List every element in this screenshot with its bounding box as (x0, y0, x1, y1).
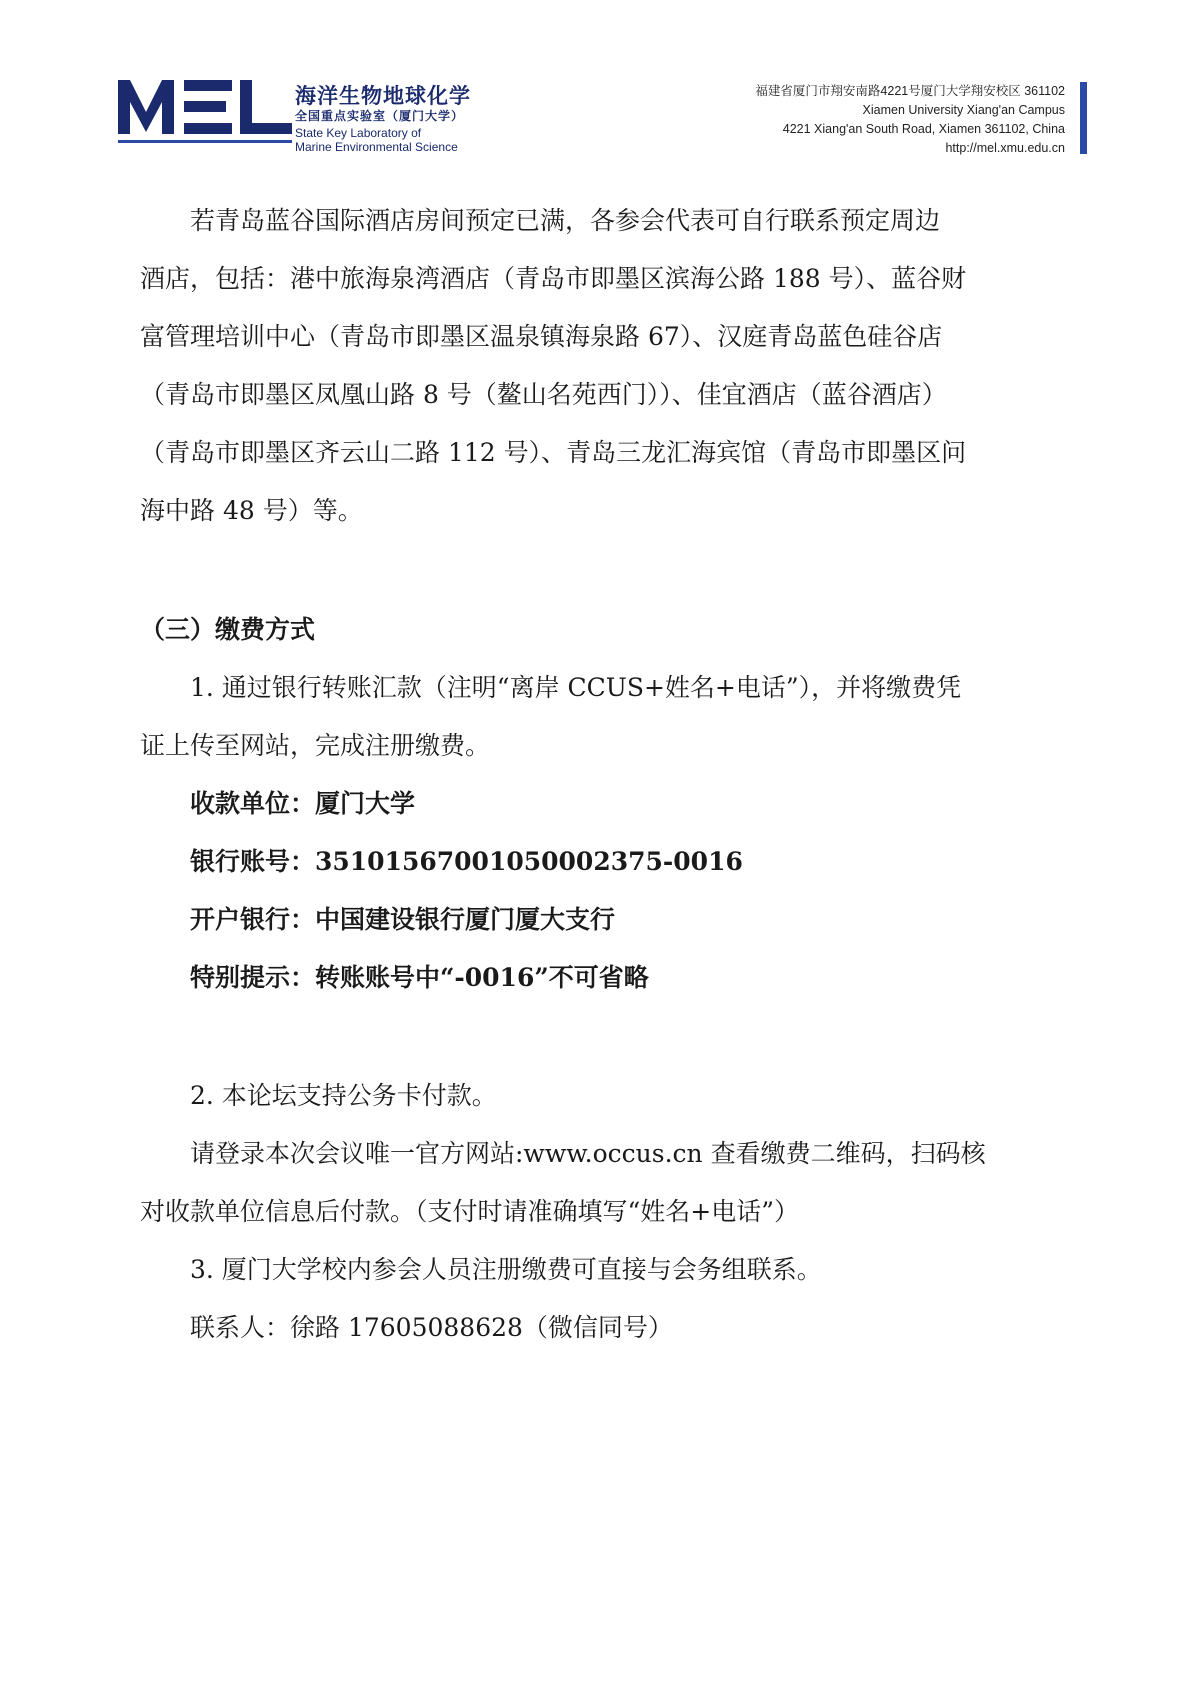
hotel-line-1: 若青岛蓝谷国际酒店房间预定已满，各参会代表可自行联系预定周边 (190, 206, 941, 235)
item1-line-2: 证上传至网站，完成注册缴费。 (140, 731, 491, 760)
letterhead (0, 0, 1190, 170)
hotel-line-4: （青岛市即墨区凤凰山路 8 号（鳌山名苑西门））、佳宜酒店（蓝谷酒店） (140, 380, 947, 409)
payee: 收款单位：厦门大学 (190, 789, 416, 818)
special-notice: 特别提示：转账账号中“-0016”不可省略 (190, 963, 649, 992)
hotel-line-6: 海中路 48 号）等。 (140, 496, 363, 525)
item2: 2. 本论坛支持公务卡付款。 (190, 1081, 497, 1110)
item1-line-1: 1. 通过银行转账汇款（注明“离岸 CCUS+姓名+电话”），并将缴费凭 (190, 673, 962, 702)
address-en-line1: Xiamen University Xiang'an Campus (862, 103, 1065, 117)
lab-subtitle-cn: 全国重点实验室（厦门大学） (295, 109, 465, 123)
hotel-line-5: （青岛市即墨区齐云山二路 112 号）、青岛三龙汇海宾馆（青岛市即墨区问 (140, 438, 967, 467)
item3: 3. 厦门大学校内参会人员注册缴费可直接与会务组联系。 (190, 1255, 822, 1284)
address-block (755, 82, 1065, 158)
lab-name-cn: 海洋生物地球化学 (295, 84, 471, 108)
bank-name: 开户银行：中国建设银行厦门厦大支行 (190, 905, 616, 934)
contact: 联系人：徐路 17605088628（微信同号） (190, 1313, 673, 1342)
lab-name-en-line2: Marine Environmental Science (295, 140, 458, 154)
address-cn: 福建省厦门市翔安南路4221号厦门大学翔安校区 361102 (755, 84, 1065, 98)
website-link[interactable]: http://mel.xmu.edu.cn (945, 141, 1065, 155)
lab-name-en (295, 126, 458, 154)
hotel-line-2: 酒店，包括：港中旅海泉湾酒店（青岛市即墨区滨海公路 188 号）、蓝谷财 (140, 264, 967, 293)
mel-logo (118, 78, 296, 146)
lab-name-en-line1: State Key Laboratory of (295, 126, 422, 140)
address-en-line2: 4221 Xiang'an South Road, Xiamen 361102, China (782, 122, 1065, 136)
hotel-line-3: 富管理培训中心（青岛市即墨区温泉镇海泉路 67）、汉庭青岛蓝色硅谷店 (140, 322, 943, 351)
item2-detail-line-2: 对收款单位信息后付款。（支付时请准确填写“姓名+电话”） (140, 1197, 800, 1226)
bank-account: 银行账号：35101567001050002375-0016 (190, 847, 743, 876)
address-accent-bar (1080, 82, 1087, 154)
payment-heading: （三）缴费方式 (140, 615, 316, 644)
item2-detail-line-1: 请登录本次会议唯一官方网站:www.occus.cn 查看缴费二维码，扫码核 (190, 1139, 986, 1168)
